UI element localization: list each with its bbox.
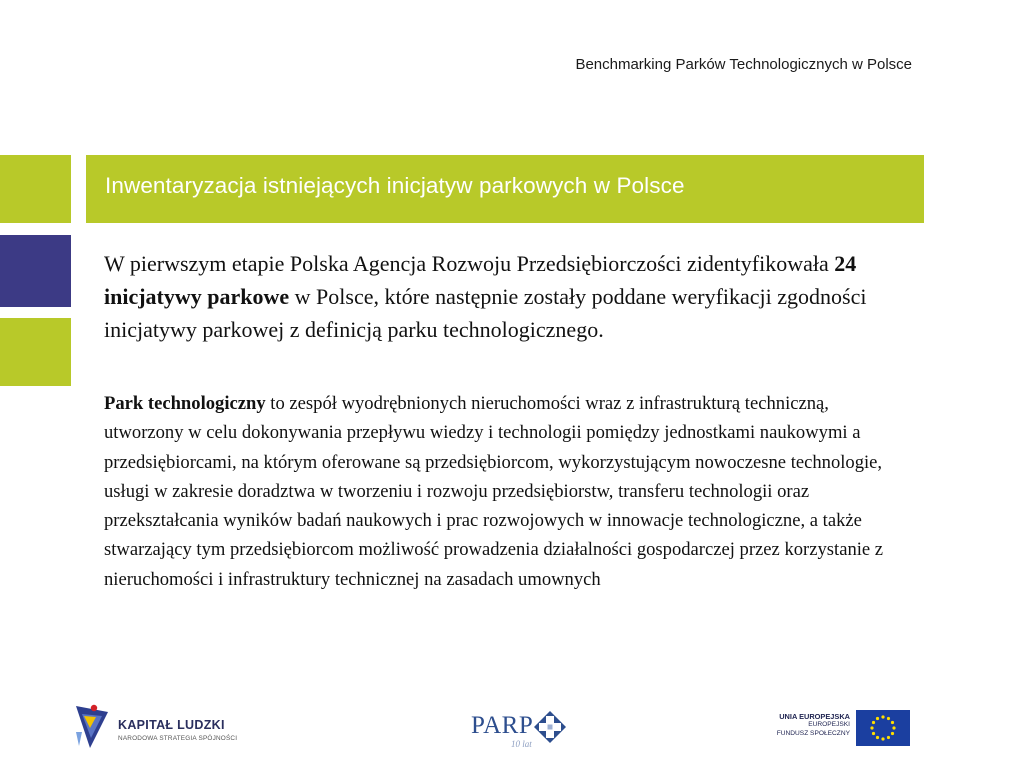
parp-name: PARP <box>471 712 534 739</box>
intro-paragraph <box>104 247 904 346</box>
kapital-ludzki-title: KAPITAŁ LUDZKI <box>118 718 225 732</box>
side-accent-green-top <box>0 155 71 223</box>
definition-text: to zespół wyodrębnionych nieruchomości wraz z infrastrukturą techniczną, utworzony w celu dokonywania przepływu wiedzy i technologii pomiędzy jednostkami naukowymi a przedsiębiorcami, na którym oferowane są przedsiębiorcom, wykorzystującym nowoczesne technologie, usługi w zakresie doradztwa w tworzeniu i rozwoju przedsiębiorstw, transferu technologii oraz przekształcania wyników badań naukowych i prac rozwojowych w innowacje technologiczne, a także stwarzający tym przedsiębiorcom możliwość prowadzenia działalności gospodarczej przez korzystanie z nieruchomości i infrastruktury technicznej na zasadach umownych <box>104 393 884 590</box>
intro-text-before: W pierwszym etapie Polska Agencja Rozwoju Przedsiębiorczości zidentyfikowała <box>104 251 835 276</box>
intro-text-after: w Polsce, które następnie zostały poddane weryfikacji zgodności inicjatywy parkowej z definicją parku technologicznego. <box>104 284 867 342</box>
eu-line-3: FUNDUSZ SPOŁECZNY <box>776 729 850 737</box>
header-caption: Benchmarking Parków Technologicznych w Polsce <box>575 56 912 73</box>
definition-paragraph <box>104 389 904 594</box>
definition-term: Park technologiczny <box>104 393 266 414</box>
kapital-ludzki-subtitle: NARODOWA STRATEGIA SPÓJNOŚCI <box>118 735 238 742</box>
parp-logo <box>470 708 570 748</box>
parp-tagline: 10 lat <box>511 739 532 749</box>
eu-flag-icon <box>856 710 910 746</box>
eu-line-2: EUROPEJSKI <box>808 721 850 728</box>
eu-line-1: UNIA EUROPEJSKA <box>779 712 850 721</box>
side-accent-navy <box>0 235 71 307</box>
eu-label <box>777 712 850 738</box>
kapital-ludzki-emblem-icon <box>72 702 112 752</box>
parp-emblem-icon <box>533 710 567 744</box>
slide-title: Inwentaryzacja istniejących inicjatyw parkowych w Polsce <box>105 173 685 198</box>
title-bar <box>86 155 924 223</box>
intro-highlight: 24 inicjatywy parkowe <box>104 251 857 309</box>
kapital-ludzki-logo <box>72 702 247 752</box>
side-accent-green-bottom <box>0 318 71 386</box>
eu-logo <box>775 708 910 748</box>
